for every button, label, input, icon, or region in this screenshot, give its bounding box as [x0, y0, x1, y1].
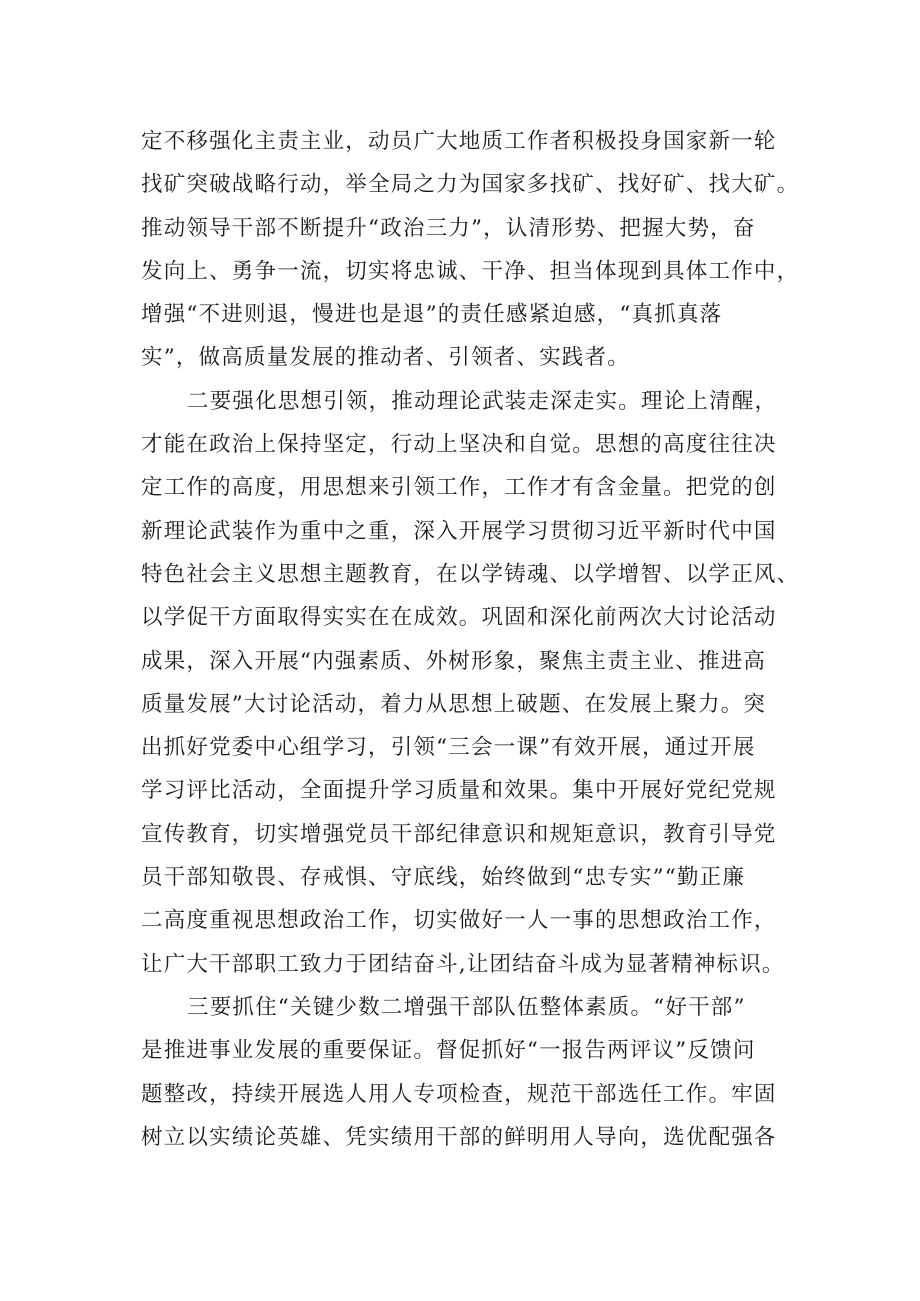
- text-line: 才能在政治上保持坚定，行动上坚决和自觉。思想的高度往往决: [141, 432, 777, 458]
- text-line: 学习评比活动，全面提升学习质量和效果。集中开展好党纪党规: [141, 778, 777, 804]
- text-line: 特色社会主义思想主题教育，在以学铸魂、以学增智、以学正风、: [141, 561, 800, 587]
- text-line: 找矿突破战略行动，举全局之力为国家多找矿、找好矿、找大矿。: [141, 172, 800, 198]
- text-line: 定不移强化主责主业，动员广大地质工作者积极投身国家新一轮: [141, 129, 777, 154]
- paragraph-first-line: 二要强化思想引领，推动理论武装走深走实。理论上清醒，: [187, 388, 778, 414]
- text-line: 二高度重视思想政治工作，切实做好一人一事的思想政治工作，: [141, 908, 777, 934]
- text-line: 质量发展”大讨论活动，着力从思想上破题、在发展上聚力。突: [141, 691, 767, 717]
- text-line: 员干部知敬畏、存戒惧、守底线，始终做到“忠专实”“勤正廉: [141, 865, 746, 891]
- text-line: 新理论武装作为重中之重，深入开展学习贯彻习近平新时代中国: [141, 518, 777, 544]
- text-line: 推动领导干部不断提升“政治三力”，认清形势、把握大势，奋: [141, 215, 756, 241]
- document-body: [141, 120, 801, 1159]
- paragraph-first-line: 三要抓住“关键少数二增强干部队伍整体素质。“好干部”: [187, 994, 746, 1020]
- text-line: 定工作的高度，用思想来引领工作，工作才有含金量。把党的创: [141, 475, 777, 501]
- text-line: 成果，深入开展“内强素质、外树形象，聚焦主责主业、推进高: [141, 648, 767, 674]
- text-line: 是推进事业发展的重要保证。督促抓好“一报告两评议”反馈问: [141, 1038, 756, 1064]
- text-line: 增强“不进则退，慢进也是退”的责任感紧迫感，“真抓真落: [141, 302, 723, 328]
- text-line: 实”，做高质量发展的推动者、引领者、实践者。: [141, 345, 630, 371]
- text-line: 让广大干部职工致力于团结奋斗,让团结奋斗成为显著精神标识。: [141, 951, 785, 977]
- text-line: 题整改，持续开展选人用人专项检查，规范干部选任工作。牢固: [141, 1081, 777, 1107]
- text-line: 出抓好党委中心组学习，引领“三会一课”有效开展，通过开展: [141, 735, 756, 761]
- text-line: 发向上、勇争一流，切实将忠诚、干净、担当体现到具体工作中，: [141, 258, 800, 284]
- text-line: 宣传教育，切实增强党员干部纪律意识和规矩意识，教育引导党: [141, 821, 777, 847]
- text-line: 以学促干方面取得实实在在成效。巩固和深化前两次大讨论活动: [141, 605, 777, 631]
- text-line: 树立以实绩论英雄、凭实绩用干部的鲜明用人导向，选优配强各: [141, 1124, 777, 1150]
